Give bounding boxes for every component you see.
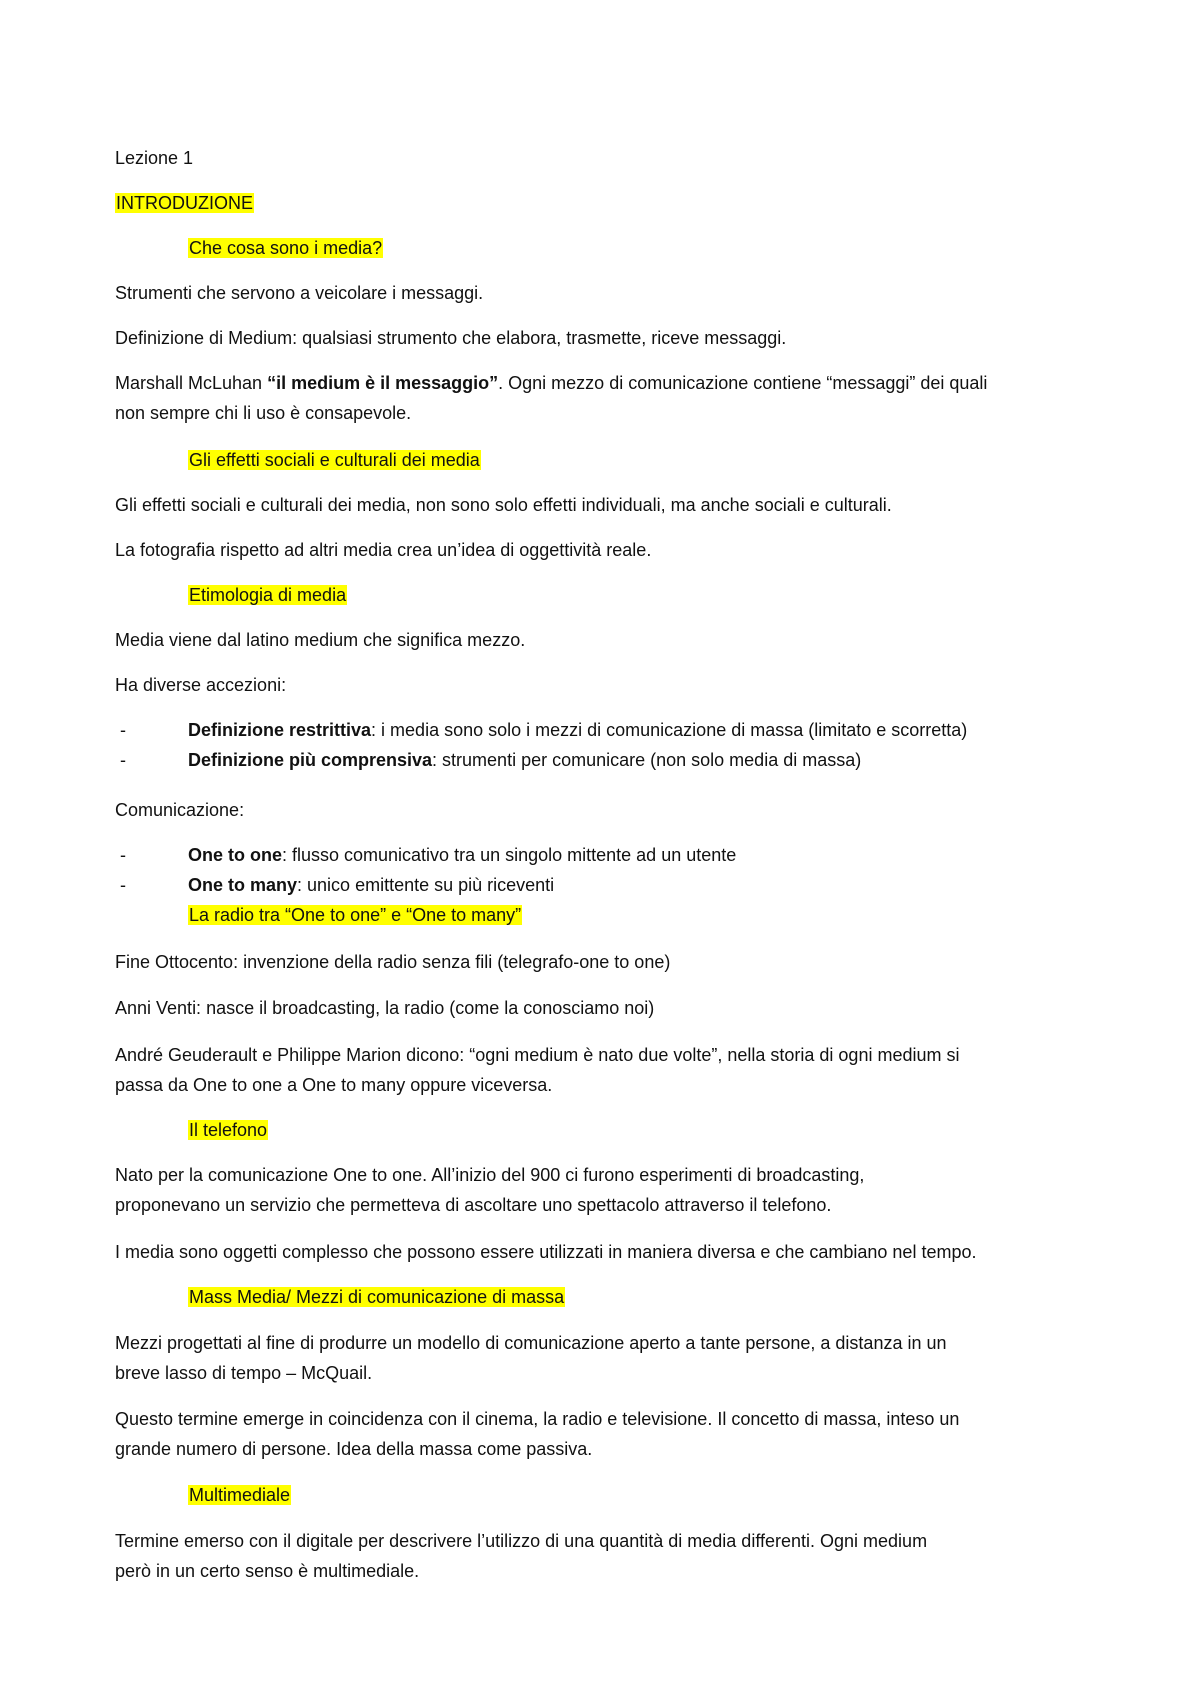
list-item-comprensiva: Definizione più comprensiva: strumenti per comunicare (non solo media di massa) — [188, 750, 862, 770]
paragraph-termine-line1: Questo termine emerge in coincidenza con il cinema, la radio e televisione. Il concetto di massa, inteso un — [115, 1409, 960, 1429]
paragraph-multi-line2: però in un certo senso è multimediale. — [115, 1561, 420, 1581]
paragraph-definizione-medium: Definizione di Medium: qualsiasi strumento che elabora, trasmette, riceve messaggi. — [115, 328, 787, 348]
paragraph-andre-line1: André Geuderault e Philippe Marion dicono: “ogni medium è nato due volte”, nella storia di ogni medium si — [115, 1045, 960, 1065]
paragraph-multi-line1: Termine emerso con il digitale per descrivere l’utilizzo di una quantità di media differenti. Ogni medium — [115, 1531, 928, 1551]
paragraph-mcluhan-line1: Marshall McLuhan “il medium è il messaggio”. Ogni mezzo di comunicazione contiene “messaggi” dei quali — [115, 373, 988, 393]
subheading-mass-media: Mass Media/ Mezzi di comunicazione di massa — [189, 1287, 565, 1307]
paragraph-effetti: Gli effetti sociali e culturali dei media, non sono solo effetti individuali, ma anche sociali e culturali. — [115, 495, 892, 515]
subheading-effetti-sociali: Gli effetti sociali e culturali dei media — [189, 450, 480, 470]
list-dash: - — [120, 875, 126, 895]
paragraph-mezzi-line1: Mezzi progettati al fine di produrre un modello di comunicazione aperto a tante persone, a distanza in un — [115, 1333, 947, 1353]
mcluhan-quote: “il medium è il messaggio” — [267, 373, 499, 393]
list-item-one-to-many: One to many: unico emittente su più riceventi — [188, 875, 555, 895]
paragraph-media-latino: Media viene dal latino medium che significa mezzo. — [115, 630, 526, 650]
list-dash: - — [120, 750, 126, 770]
subheading-etimologia: Etimologia di media — [189, 585, 347, 605]
paragraph-fine-ottocento: Fine Ottocento: invenzione della radio senza fili (telegrafo-one to one) — [115, 952, 671, 972]
paragraph-andre-line2: passa da One to one a One to many oppure viceversa. — [115, 1075, 553, 1095]
paragraph-mcluhan-line2: non sempre chi li uso è consapevole. — [115, 403, 412, 423]
paragraph-anni-venti: Anni Venti: nasce il broadcasting, la radio (come la conosciamo noi) — [115, 998, 655, 1018]
list-item-restrittiva: Definizione restrittiva: i media sono solo i mezzi di comunicazione di massa (limitato e scorretta) — [188, 720, 968, 740]
paragraph-fotografia: La fotografia rispetto ad altri media crea un’idea di oggettività reale. — [115, 540, 652, 560]
list-dash: - — [120, 845, 126, 865]
paragraph-strumenti: Strumenti che servono a veicolare i messaggi. — [115, 283, 484, 303]
paragraph-oggetti-complessi: I media sono oggetti complesso che possono essere utilizzati in maniera diversa e che cambiano nel tempo. — [115, 1242, 977, 1262]
paragraph-mezzi-line2: breve lasso di tempo – McQuail. — [115, 1363, 373, 1383]
list-dash: - — [120, 720, 126, 740]
paragraph-accezioni: Ha diverse accezioni: — [115, 675, 287, 695]
lesson-title: Lezione 1 — [115, 148, 194, 168]
section-heading-introduzione: INTRODUZIONE — [116, 193, 253, 213]
paragraph-nato-line1: Nato per la comunicazione One to one. All’inizio del 900 ci furono esperimenti di broadcasting, — [115, 1165, 865, 1185]
subheading-che-cosa-sono-i-media: Che cosa sono i media? — [189, 238, 383, 258]
subheading-radio: La radio tra “One to one” e “One to many” — [189, 905, 522, 925]
subheading-multimediale: Multimediale — [189, 1485, 291, 1505]
list-item-one-to-one: One to one: flusso comunicativo tra un singolo mittente ad un utente — [188, 845, 737, 865]
paragraph-nato-line2: proponevano un servizio che permetteva di ascoltare uno spettacolo attraverso il telefono. — [115, 1195, 832, 1215]
subheading-telefono: Il telefono — [189, 1120, 268, 1140]
paragraph-comunicazione: Comunicazione: — [115, 800, 245, 820]
paragraph-termine-line2: grande numero di persone. Idea della massa come passiva. — [115, 1439, 593, 1459]
